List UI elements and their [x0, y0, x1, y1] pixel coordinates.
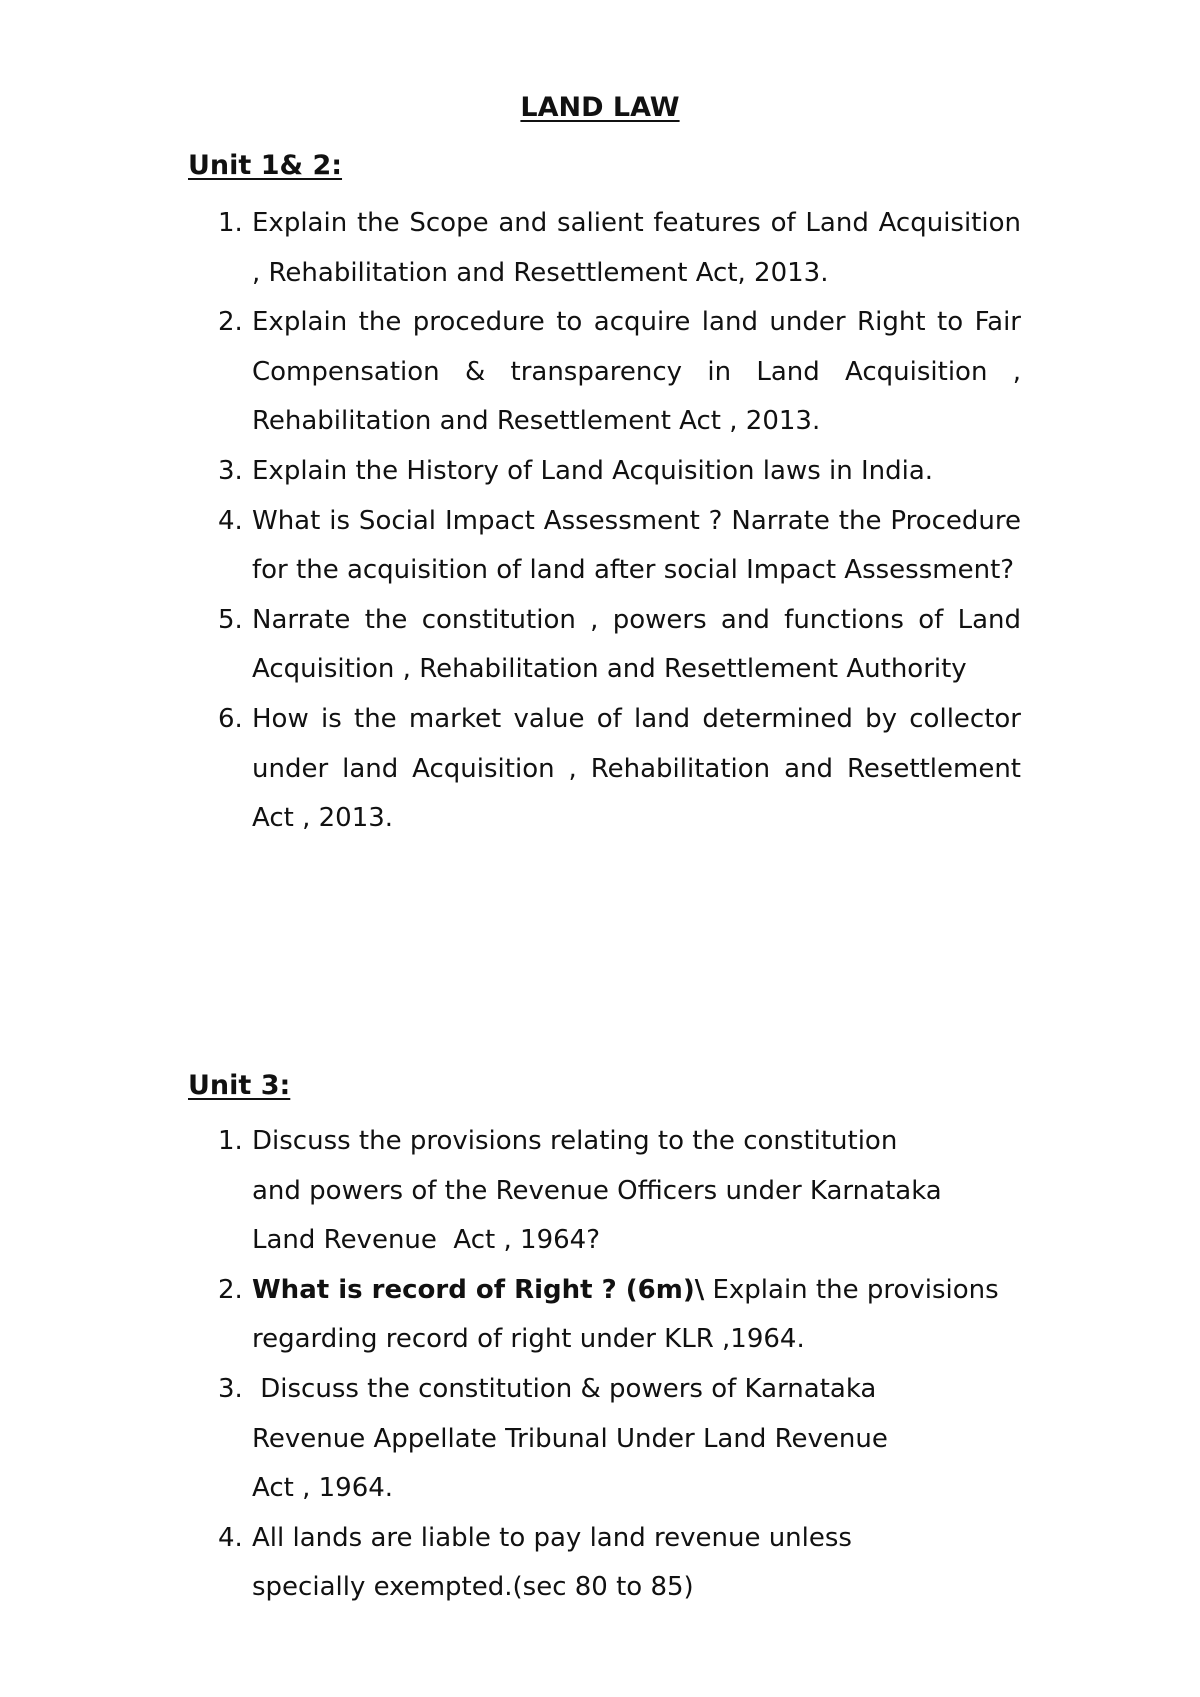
question-item	[0, 1514, 1052, 1613]
question-number: 2.	[218, 307, 243, 338]
question-number: 1.	[218, 1126, 243, 1156]
question-item	[0, 497, 1021, 596]
question-item	[0, 695, 1021, 844]
question-line: Discuss the constitution & powers of Karnataka	[252, 1373, 877, 1404]
question-number: 3.	[218, 1373, 243, 1404]
question-bold-text: What is record of Right ? (6m)\	[252, 1274, 705, 1305]
question-text: What is Social Impact Assessment ? Narrate the Procedure for the acquisition of land after social Impact Assessment?	[252, 505, 1021, 586]
question-number: 3.	[218, 455, 243, 486]
question-number: 6.	[218, 703, 243, 734]
question-item	[0, 596, 1021, 695]
question-line: specially exempted.(sec 80 to 85)	[252, 1572, 694, 1603]
question-line: Discuss the provisions relating to the constitution	[252, 1126, 898, 1156]
question-item	[0, 1266, 1052, 1365]
question-line: Land Revenue Act , 1964?	[252, 1225, 601, 1256]
page-title: LAND LAW	[520, 92, 680, 123]
question-text: Narrate the constitution , powers and functions of Land Acquisition , Rehabilitation and Resettlement Authority	[252, 604, 1021, 685]
question-text: Explain the procedure to acquire land under Right to Fair Compensation & transparency in Land Acquisition , Rehabilitation and Resettlement Act , 2013.	[252, 307, 1021, 437]
unit-1-2-question-list	[0, 199, 1200, 844]
question-line: Revenue Appellate Tribunal Under Land Revenue	[252, 1423, 888, 1454]
question-line: All lands are liable to pay land revenue unless	[252, 1522, 852, 1553]
question-item	[0, 447, 1021, 497]
question-item	[0, 1117, 1052, 1266]
question-item	[0, 199, 1021, 298]
question-line: and powers of the Revenue Officers under Karnataka	[252, 1175, 942, 1206]
question-number: 2.	[218, 1274, 243, 1305]
question-line: Act , 1964.	[252, 1473, 394, 1504]
question-item	[0, 298, 1021, 447]
question-text: How is the market value of land determined by collector under land Acquisition , Rehabilitation and Resettlement Act , 2013.	[252, 703, 1021, 834]
question-number: 1.	[218, 208, 243, 238]
question-item	[0, 1365, 1052, 1514]
unit-heading-1-2: Unit 1& 2:	[188, 150, 343, 181]
unit-3-question-list	[0, 1117, 1200, 1613]
question-text: Explain the Scope and salient features of Land Acquisition , Rehabilitation and Resettlement Act, 2013.	[252, 208, 1021, 288]
question-number: 4.	[218, 505, 243, 536]
unit-heading-3: Unit 3:	[188, 1070, 291, 1101]
question-number: 5.	[218, 604, 243, 635]
question-text: Explain the History of Land Acquisition laws in India.	[252, 455, 934, 486]
question-number: 4.	[218, 1522, 243, 1553]
question-text: Explain the provisions regarding record of right under KLR ,1964.	[252, 1274, 999, 1355]
